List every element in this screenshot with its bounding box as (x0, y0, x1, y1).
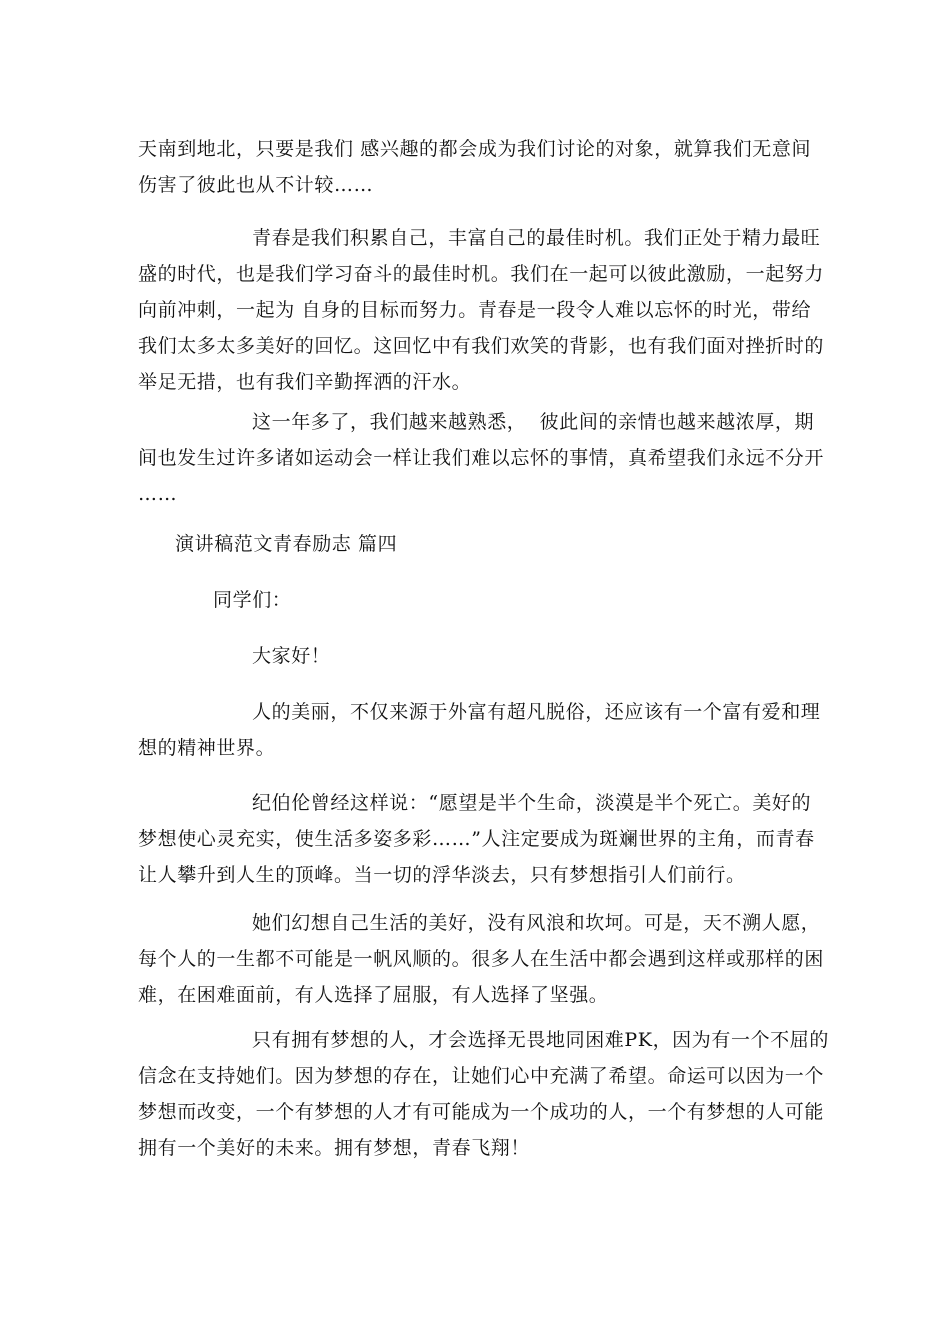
paragraph-2 (138, 220, 825, 400)
paragraph-line: 梦想而改变，一个有梦想的人才有可能成为一个成功的人，一个有梦想的人可能 (138, 1101, 825, 1123)
paragraph-line: 梦想使心灵充实，使生活多姿多彩……”人注定要成为斑斓世界的主角，而青春 (138, 828, 815, 850)
paragraph-line: 只有拥有梦想的人，才会选择无畏地同困难PK，因为有一个不屈的 (252, 1029, 829, 1051)
paragraph-line: 信念在支持她们。因为梦想的存在，让她们心中充满了希望。命运可以因为一个 (138, 1065, 825, 1087)
paragraph-line: 盛的时代，也是我们学习奋斗的最佳时机。我们在一起可以彼此激励，一起努力 (138, 263, 825, 285)
paragraph-line: 人的美丽，不仅来源于外富有超凡脱俗，还应该有一个富有爱和理 (252, 701, 821, 723)
paragraph-line: 难，在困难面前，有人选择了屈服，有人选择了坚强。 (138, 984, 609, 1006)
paragraph-5 (138, 785, 818, 893)
paragraph-line: 拥有一个美好的未来。拥有梦想，青春飞翔！ (138, 1137, 531, 1159)
paragraph-line: 这一年多了，我们越来越熟悉， 彼此间的亲情也越来越浓厚，期 (252, 411, 815, 433)
paragraph-line: 向前冲刺，一起为 自身的目标而努力。青春是一段令人难以忘怀的时光，带给 (138, 299, 812, 321)
paragraph-line: 天南到地北，只要是我们 感兴趣的都会成为我们讨论的对象，就算我们无意间 (138, 138, 812, 160)
paragraph-line: 她们幻想自己生活的美好，没有风浪和坎坷。可是，天不溯人愿， (252, 912, 821, 934)
paragraph-line: 每个人的一生都不可能是一帆风顺的。很多人在生活中都会遇到这样或那样的困 (138, 948, 825, 970)
paragraph-line: 让人攀升到人生的顶峰。当一切的浮华淡去，只有梦想指引人们前行。 (138, 864, 746, 886)
paragraph-4 (138, 694, 821, 766)
paragraph-line: 纪伯伦曾经这样说：“愿望是半个生命，淡漠是半个死亡。美好的 (252, 792, 812, 814)
paragraph-line: 青春是我们积累自己，丰富自己的最佳时机。我们正处于精力最旺 (252, 227, 821, 249)
paragraph-1 (138, 131, 818, 203)
greeting: 大家好！ (252, 645, 331, 667)
salutation: 同学们： (213, 589, 292, 611)
paragraph-7 (138, 1022, 829, 1166)
paragraph-line: 间也发生过许多诸如运动会一样让我们难以忘怀的事情，真希望我们永远不分开 (138, 447, 825, 469)
paragraph-line: 我们太多太多美好的回忆。这回忆中有我们欢笑的背影，也有我们面对挫折时的 (138, 335, 825, 357)
paragraph-6 (138, 905, 825, 1013)
section-heading: 演讲稿范文青春励志 篇四 (175, 533, 398, 555)
paragraph-line: …… (138, 483, 178, 505)
paragraph-3 (138, 404, 825, 512)
paragraph-line: 举足无措，也有我们辛勤挥洒的汗水。 (138, 371, 472, 393)
paragraph-line: 伤害了彼此也从不计较…… (138, 174, 374, 196)
paragraph-line: 想的精神世界。 (138, 737, 276, 759)
